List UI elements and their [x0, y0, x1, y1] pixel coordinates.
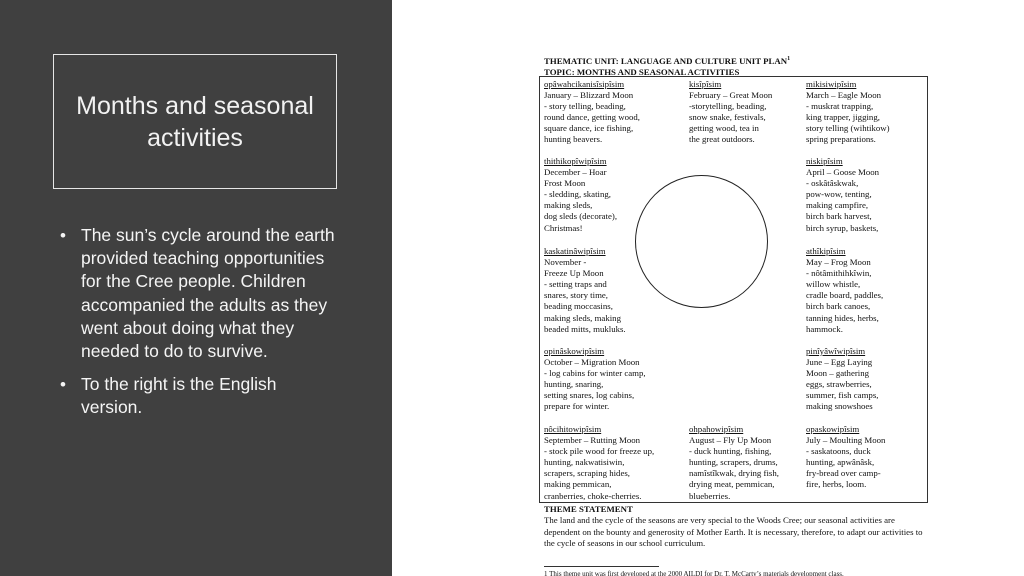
bullet-item: [58, 373, 338, 419]
theme-text: The land and the cycle of the seasons are very special to the Woods Cree; our seasonal activities are dependent on the bounty and generosity of Mother Earth. It is necessary, therefore, to adapt our activities to the cycle of seasons in our school curriculum.: [544, 515, 923, 548]
month-text-line: Christmas!: [544, 222, 583, 233]
month-block: [544, 156, 617, 234]
month-text-line: setting snares, log cabins,: [544, 390, 635, 401]
month-text-line: cradle board, paddles,: [806, 290, 884, 301]
month-text-line: square dance, ice fishing,: [544, 123, 634, 134]
month-text-line: - log cabins for winter camp,: [544, 368, 646, 379]
month-cree-name: athîkipîsim: [806, 246, 846, 256]
month-cree-name: kisîpîsim: [689, 79, 722, 89]
month-text-line: September – Rutting Moon: [544, 435, 641, 446]
month-text-line: July – Moulting Moon: [806, 435, 886, 446]
month-block: [544, 346, 646, 413]
month-text-line: October – Migration Moon: [544, 357, 640, 368]
month-text-line: king trapper, jigging,: [806, 112, 880, 123]
month-text-line: January – Blizzard Moon: [544, 90, 634, 101]
month-text-line: the great outdoors.: [689, 134, 755, 145]
title-box: [53, 54, 337, 189]
month-cree-name: nôcihitowipîsim: [544, 424, 602, 434]
month-text-line: namîstîkwak, drying fish,: [689, 468, 779, 479]
month-text-line: fry-bread over camp-: [806, 468, 881, 479]
month-block: [806, 424, 885, 491]
month-text-line: March – Eagle Moon: [806, 90, 881, 101]
bullet-text: To the right is the English version.: [81, 374, 277, 418]
month-text-line: snares, story time,: [544, 290, 609, 301]
month-text-line: -storytelling, beading,: [689, 101, 767, 112]
month-text-line: spring preparations.: [806, 134, 876, 145]
month-text-line: willow whistle,: [806, 279, 861, 290]
month-block: [689, 79, 772, 146]
month-text-line: December – Hoar: [544, 167, 607, 178]
footnote-divider: [544, 566, 659, 567]
month-text-line: drying meat, pemmican,: [689, 479, 775, 490]
month-cree-name: opâwahcikanisîsipîsim: [544, 79, 625, 89]
month-text-line: round dance, getting wood,: [544, 112, 641, 123]
month-text-line: hunting, snaring,: [544, 379, 604, 390]
slide-left-panel: [0, 0, 392, 576]
month-text-line: Moon – gathering: [806, 368, 870, 379]
month-text-line: birch bark canoes,: [806, 301, 871, 312]
month-block: [544, 246, 626, 335]
month-text-line: May – Frog Moon: [806, 257, 871, 268]
month-text-line: hammock.: [806, 323, 843, 334]
month-text-line: getting wood, tea in: [689, 123, 759, 134]
month-text-line: - oskâtâskwak,: [806, 178, 859, 189]
month-text-line: hunting, apwânâsk,: [806, 457, 875, 468]
slide-title: Months and seasonal activities: [76, 91, 314, 152]
month-cree-name: pinîyâwîwipîsim: [806, 346, 866, 356]
month-text-line: - setting traps and: [544, 279, 607, 290]
month-text-line: - nôtâmithihkîwin,: [806, 268, 872, 279]
month-text-line: cranberries, choke-cherries.: [544, 490, 642, 501]
month-text-line: - stock pile wood for freeze up,: [544, 446, 655, 457]
month-block: [689, 424, 779, 502]
bullet-item: [58, 224, 338, 363]
month-text-line: April – Goose Moon: [806, 167, 880, 178]
month-text-line: blueberries.: [689, 490, 731, 501]
month-text-line: making sleds,: [544, 200, 593, 211]
month-block: [806, 156, 879, 234]
month-text-line: birch syrup, baskets,: [806, 222, 879, 233]
month-text-line: making snowshoes: [806, 401, 873, 412]
header-line-2: TOPIC: MONTHS AND SEASONAL ACTIVITIES: [544, 66, 740, 77]
month-text-line: February – Great Moon: [689, 90, 773, 101]
month-text-line: hunting, nakwatisiwin,: [544, 457, 625, 468]
bullet-icon: •: [60, 375, 66, 395]
month-text-line: beading moccasins,: [544, 301, 613, 312]
month-text-line: November -: [544, 257, 587, 268]
theme-heading: THEME STATEMENT: [544, 504, 633, 514]
month-text-line: - muskrat trapping,: [806, 101, 874, 112]
month-cree-name: thithikopîwipîsim: [544, 156, 607, 166]
month-text-line: hunting beavers.: [544, 134, 603, 145]
month-block: [806, 79, 890, 146]
footnote-mark: 1: [787, 56, 791, 62]
month-text-line: - story telling, beading,: [544, 101, 626, 112]
month-cree-name: ohpahowipîsim: [689, 424, 744, 434]
month-block: [544, 424, 654, 502]
theme-statement: [544, 504, 924, 549]
month-text-line: snow snake, festivals,: [689, 112, 766, 123]
bullet-list: [58, 224, 338, 430]
month-text-line: birch bark harvest,: [806, 211, 872, 222]
month-text-line: making pemmican,: [544, 479, 612, 490]
month-text-line: June – Egg Laying: [806, 357, 873, 368]
month-text-line: summer, fish camps,: [806, 390, 879, 401]
month-text-line: - saskatoons, duck: [806, 446, 871, 457]
month-cree-name: mikisiwipîsim: [806, 79, 857, 89]
month-block: [544, 79, 640, 146]
month-text-line: pow-wow, tenting,: [806, 189, 872, 200]
footnote: 1 This theme unit was first developed at the 2000 AILDI for Dr. T. McCarty’s materials development class.: [544, 570, 844, 576]
month-text-line: Frost Moon: [544, 178, 586, 189]
month-text-line: August – Fly Up Moon: [689, 435, 772, 446]
document-header: [544, 54, 944, 78]
month-text-line: making campfire,: [806, 200, 869, 211]
month-text-line: scrapers, scraping hides,: [544, 468, 630, 479]
month-text-line: - duck hunting, fishing,: [689, 446, 772, 457]
month-text-line: beaded mitts, mukluks.: [544, 323, 626, 334]
month-cree-name: niskipîsim: [806, 156, 843, 166]
month-text-line: making sleds, making: [544, 312, 621, 323]
month-text-line: - sledding, skating,: [544, 189, 611, 200]
month-block: [806, 246, 883, 335]
month-cree-name: kaskatinâwipîsim: [544, 246, 606, 256]
month-cree-name: opinâskowipîsim: [544, 346, 605, 356]
header-line-1: THEMATIC UNIT: LANGUAGE AND CULTURE UNIT PLAN$^1$: [544, 55, 791, 66]
bullet-icon: •: [60, 226, 66, 245]
month-text-line: tanning hides, herbs,: [806, 312, 879, 323]
month-text-line: hunting, scrapers, drums,: [689, 457, 778, 468]
season-circle: [635, 175, 768, 308]
month-block: [806, 346, 878, 413]
month-text-line: prepare for winter.: [544, 401, 610, 412]
month-text-line: story telling (wihtikow): [806, 123, 890, 134]
bullet-text: The sun’s cycle around the earth provided teaching opportunities for the Cree people. Children accompanied the adults as they went about doing what they needed to do to survive.: [81, 225, 335, 362]
month-cree-name: opaskowipîsim: [806, 424, 860, 434]
month-text-line: fire, herbs, loom.: [806, 479, 867, 490]
month-text-line: eggs, strawberries,: [806, 379, 872, 390]
month-text-line: Freeze Up Moon: [544, 268, 604, 279]
month-text-line: dog sleds (decorate),: [544, 211, 618, 222]
